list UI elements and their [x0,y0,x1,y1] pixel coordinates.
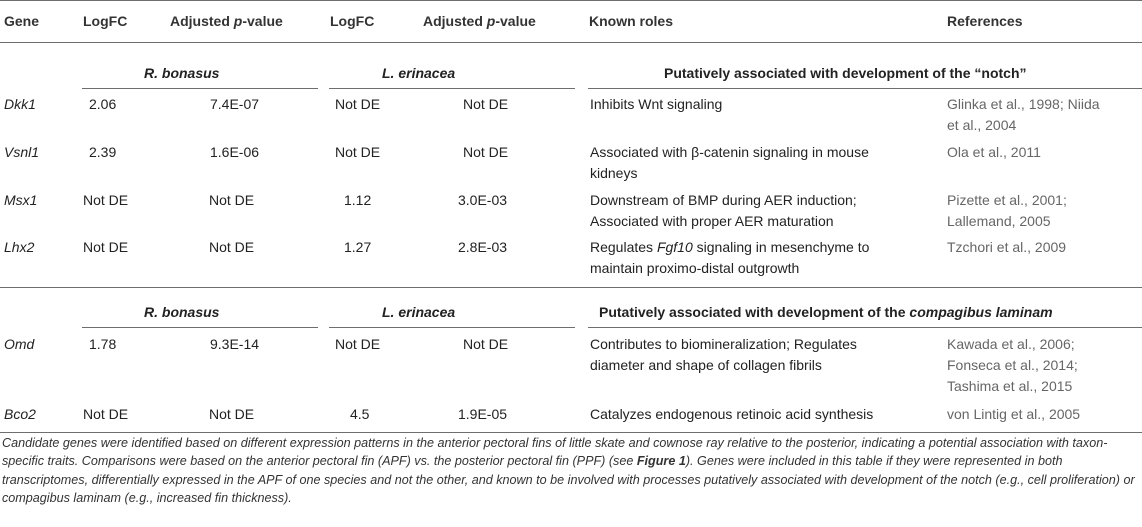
section2-underline-2 [329,327,575,328]
top-rule [0,0,1142,1]
section2-underline-3 [588,327,1142,328]
adjp-le: 2.8E-03 [458,239,508,255]
adjp-rb: Not DE [209,192,255,208]
section2-underline-1 [82,327,318,328]
adjp-rb: 7.4E-07 [210,96,260,112]
reference: et al., 2004 [947,117,1017,133]
section2-species-2: L. erinacea [382,304,456,320]
caption-part-1: Candidate genes were identified based on different expression patterns in the anterior pectoral fins of little skate and cownose ray relative to the posterior, indicating a potential association with taxon-specific traits. Comparisons were based on the anterior pectoral fin (APF) vs. the posterior pectoral fin (PPF) (see [2,436,1108,469]
adjp-rb: Not DE [209,239,255,255]
section2-species-1: R. bonasus [144,304,220,320]
known-role: Regulates Fgf10 signaling in mesenchyme to [590,239,870,255]
logfc-rb: Not DE [83,239,129,255]
header-adjp-2: Adjusted p-value [423,13,536,29]
known-role: diameter and shape of collagen fibrils [590,357,822,373]
logfc-le: 1.27 [344,239,372,255]
known-role: maintain proximo-distal outgrowth [590,260,800,276]
adjp-rb: Not DE [209,406,255,422]
section2-label: Putatively associated with development of the compagibus laminam [599,304,1053,320]
logfc-rb: 2.06 [89,96,117,112]
adjp-rb: 1.6E-06 [210,144,260,160]
section1-label: Putatively associated with development of the “notch” [664,65,1027,81]
gene-name: Msx1 [4,192,38,208]
logfc-le: 4.5 [350,406,370,422]
header-logfc-1: LogFC [83,13,128,29]
table-caption [2,434,1138,508]
adjp-le: Not DE [463,144,509,160]
logfc-le: Not DE [335,144,381,160]
known-role: Associated with proper AER maturation [590,213,834,229]
adjp-le: Not DE [463,96,509,112]
logfc-le: 1.12 [344,192,372,208]
header-rule [0,42,1142,43]
reference: Fonseca et al., 2014; [947,357,1078,373]
logfc-le: Not DE [335,96,381,112]
section1-underline-2 [329,88,575,89]
reference: Glinka et al., 1998; Niida [947,96,1100,112]
logfc-le: Not DE [335,336,381,352]
figure-link[interactable]: Figure 1 [636,454,686,469]
gene-name: Dkk1 [4,96,36,112]
gene-name: Vsnl1 [4,144,40,160]
logfc-rb: Not DE [83,406,129,422]
known-role: Contributes to biomineralization; Regulates [590,336,857,352]
logfc-rb: 2.39 [89,144,117,160]
header-logfc-2: LogFC [330,13,375,29]
gene-name: Omd [4,336,35,352]
reference: Tashima et al., 2015 [947,378,1073,394]
section1-underline-3 [588,88,1142,89]
gene-name: Bco2 [4,406,36,422]
section1-underline-1 [82,88,318,89]
known-role: Associated with β-catenin signaling in mouse [590,144,869,160]
reference: Kawada et al., 2006; [947,336,1075,352]
known-role: Catalyzes endogenous retinoic acid synthesis [590,406,874,422]
reference: Ola et al., 2011 [947,144,1041,160]
known-role: Downstream of BMP during AER induction; [590,192,857,208]
reference: Pizette et al., 2001; [947,192,1067,208]
section1-species-2: L. erinacea [382,65,456,81]
section1-species-1: R. bonasus [144,65,220,81]
logfc-rb: Not DE [83,192,129,208]
header-adjp-1: Adjusted p-value [170,13,283,29]
adjp-le: Not DE [463,336,509,352]
header-gene: Gene [4,13,40,29]
section-divider [0,287,1142,288]
reference: Tzchori et al., 2009 [947,239,1067,255]
known-role: Inhibits Wnt signaling [590,96,723,112]
bottom-rule [0,432,1142,433]
logfc-rb: 1.78 [89,336,117,352]
caption-part-2: ). Genes were included in this table if they were represented in both transcriptomes, differentially expressed in the APF of one species and not the other, and known to be involved with processes putatively associated with development of the notch (e.g., cell proliferation) or compagibus laminam (e.g., increased fin thickness). [2,454,1135,506]
known-role: kidneys [590,165,638,181]
reference: Lallemand, 2005 [947,213,1051,229]
reference: von Lintig et al., 2005 [947,406,1081,422]
adjp-rb: 9.3E-14 [210,336,260,352]
adjp-le: 1.9E-05 [458,406,508,422]
header-known-roles: Known roles [589,13,674,29]
header-references: References [947,13,1023,29]
gene-name: Lhx2 [4,239,35,255]
adjp-le: 3.0E-03 [458,192,508,208]
